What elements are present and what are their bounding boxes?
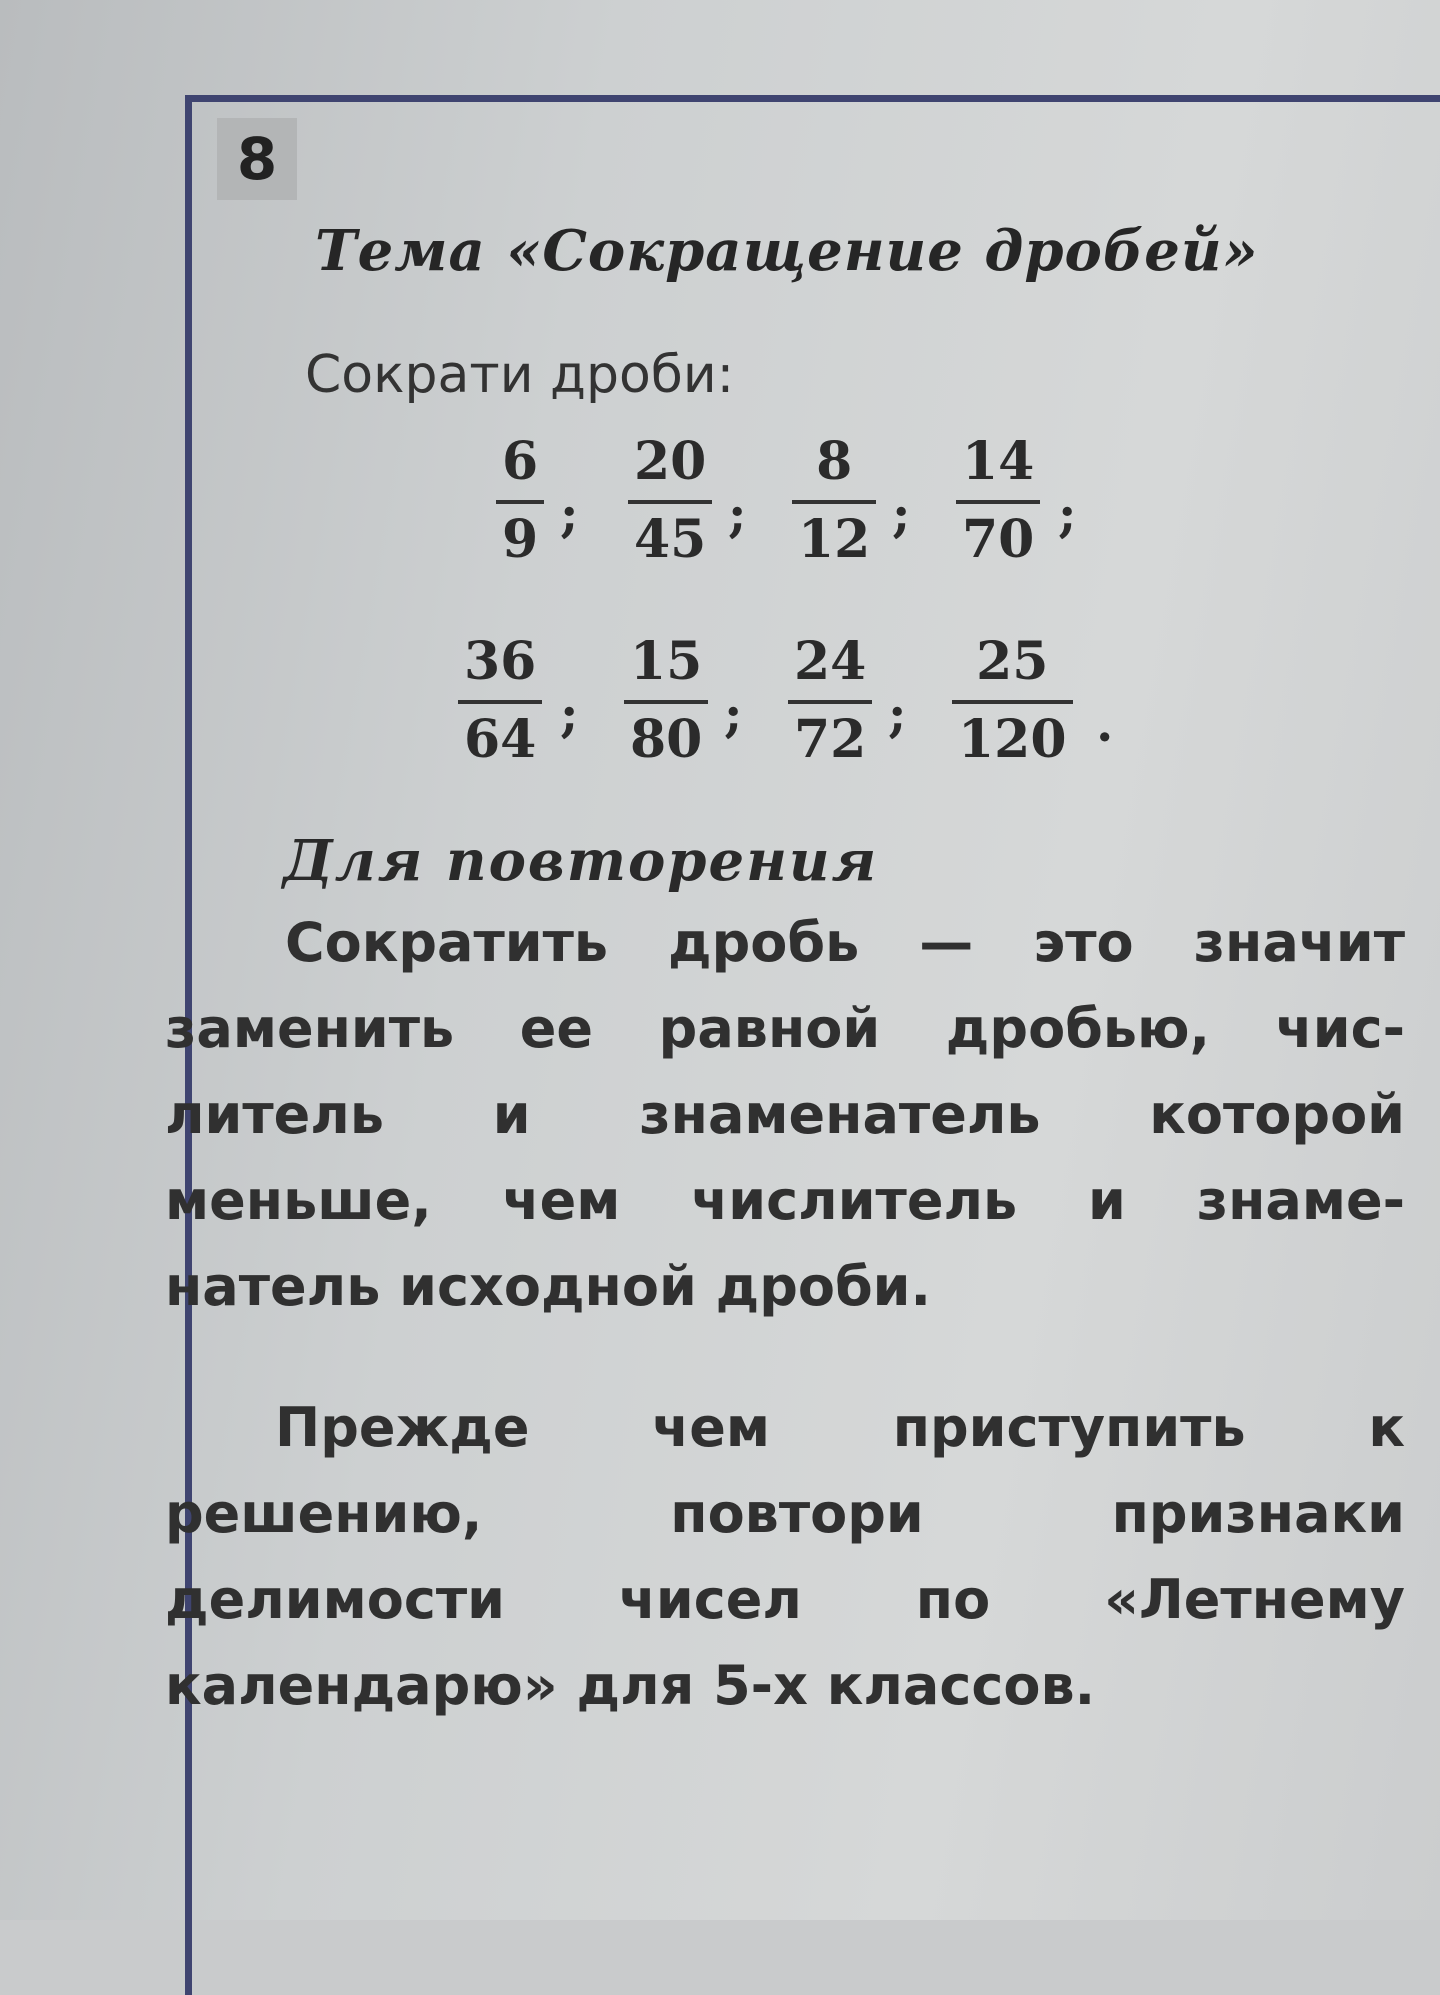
denominator: 120 [958, 709, 1067, 770]
fraction-bar [956, 500, 1040, 504]
numerator: 14 [962, 431, 1035, 492]
denominator: 64 [464, 709, 537, 770]
separator: ; [724, 684, 743, 743]
text-line: Прежде чем приступить к [275, 1396, 1405, 1459]
text-line: решению, повтори признаки [165, 1482, 1405, 1545]
denominator: 70 [962, 509, 1035, 570]
fraction [458, 632, 542, 770]
fraction-bar [496, 500, 544, 504]
fraction [788, 632, 872, 770]
denominator: 80 [630, 709, 703, 770]
denominator: 9 [502, 509, 539, 570]
numerator: 15 [630, 631, 703, 692]
instruction-text: Сократи дроби: [305, 345, 735, 405]
denominator: 45 [634, 509, 707, 570]
numerator: 36 [464, 631, 537, 692]
separator: ; [892, 484, 911, 543]
review-paragraph-instruction [165, 1385, 1405, 1729]
fraction-bar [624, 700, 708, 704]
fraction [496, 432, 544, 570]
separator: ; [560, 484, 579, 543]
fraction-bar [458, 700, 542, 704]
text-line: меньше, чем числитель и знаме- [165, 1169, 1405, 1232]
numerator: 8 [816, 431, 853, 492]
fraction [952, 632, 1073, 770]
fraction [628, 432, 712, 570]
numerator: 24 [794, 631, 867, 692]
fraction-bar [792, 500, 876, 504]
text-line: заменить ее равной дробью, чис- [165, 997, 1405, 1060]
fraction [792, 432, 876, 570]
numerator: 20 [634, 431, 707, 492]
text-line: натель исходной дроби. [165, 1255, 932, 1318]
separator: ; [1058, 484, 1077, 543]
numerator: 6 [502, 431, 539, 492]
fraction [624, 632, 708, 770]
numerator: 25 [976, 631, 1049, 692]
task-number-badge: 8 [217, 118, 297, 200]
text-line: Сократить дробь — это значит [285, 911, 1405, 974]
fraction-bar [952, 700, 1073, 704]
fraction-bar [628, 500, 712, 504]
review-paragraph-definition [165, 900, 1405, 1330]
text-line: литель и знаменатель которой [165, 1083, 1405, 1146]
separator: ; [888, 684, 907, 743]
denominator: 72 [794, 709, 867, 770]
fraction [956, 432, 1040, 570]
separator: . [1096, 694, 1114, 753]
separator: ; [728, 484, 747, 543]
topic-title: Тема «Сокращение дробей» [315, 218, 1259, 284]
denominator: 12 [798, 509, 871, 570]
review-heading: Для повторения [283, 828, 879, 894]
separator: ; [560, 684, 579, 743]
fraction-bar [788, 700, 872, 704]
text-line: делимости чисел по «Летнему [165, 1568, 1405, 1631]
text-line: календарю» для 5-х классов. [165, 1654, 1096, 1717]
